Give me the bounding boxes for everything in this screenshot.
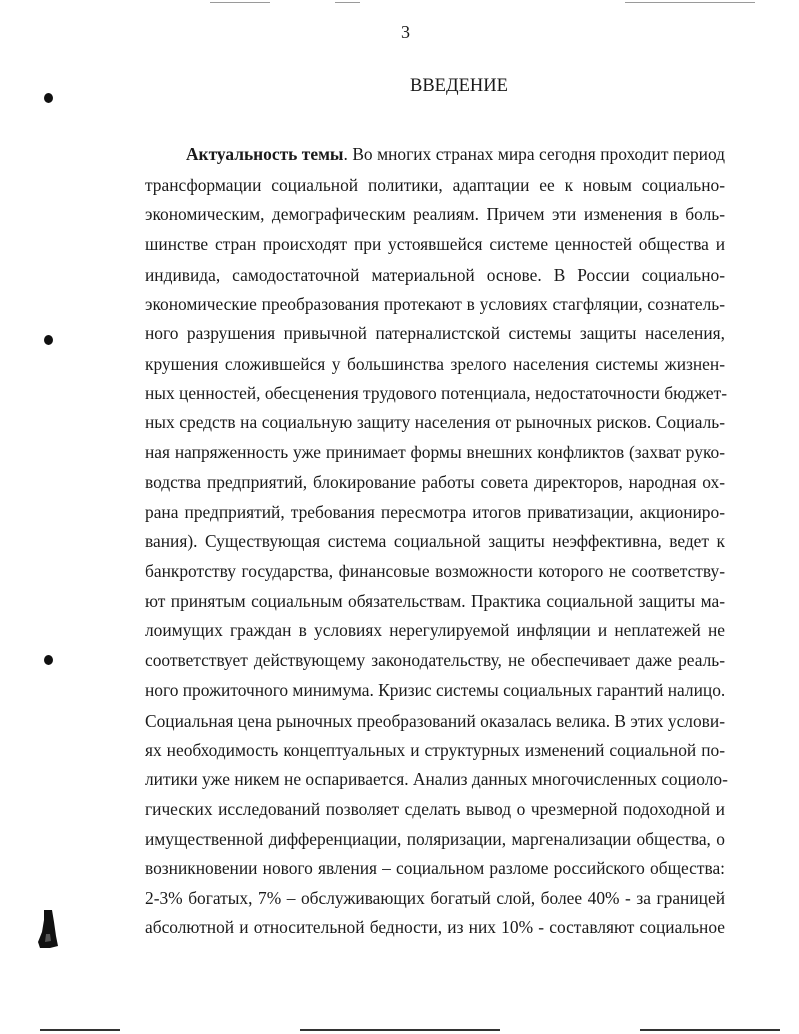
scan-artifact-top-3 [625,2,755,3]
scan-artifact-bottom-3 [640,1029,780,1031]
page-number: 3 [401,22,410,42]
binder-hole-mark-2 [44,335,53,345]
paragraph-line: экономическим, демографическим реалиям. Причем эти изменения в боль- [145,204,725,224]
scan-artifact-top-2 [335,2,360,3]
scan-artifact-bottom-2 [300,1029,500,1031]
paragraph-line: 2-3% богатых, 7% – обслуживающих богатый слой, более 40% - за границей [145,888,725,908]
paragraph-line: имущественной дифференциации, поляризации, маргенализации общества, о [145,829,725,849]
paragraph-line: соответствует действующему законодательству, не обеспечивает даже реаль- [145,650,725,670]
paragraph-line: ях необходимость концептуальных и структурных изменений социальной по- [145,740,725,760]
paragraph-line: трансформации социальной политики, адаптации ее к новым социально- [145,175,725,195]
binder-hole-mark-3 [44,655,53,665]
paragraph-line: ных ценностей, обесценения трудового потенциала, недостаточности бюджет- [145,383,728,403]
paragraph-line: банкротству государства, финансовые возможности которого не соответству- [145,561,725,581]
paragraph-line: вания). Существующая система социальной защиты неэффективна, ведет к [145,531,725,551]
paragraph-line: возникновении нового явления – социальном разломе российского общества: [145,858,725,878]
paragraph-line: ных средств на социальную защиту населения от рыночных рисков. Социаль- [145,412,725,432]
lead-bold-phrase: Актуальность темы [186,144,344,164]
paragraph-line: Актуальность темы. Во многих странах мира сегодня проходит период [186,144,725,164]
paragraph-line: водства предприятий, блокирование работы совета директоров, народная ох- [145,472,725,492]
paragraph-line: гических исследований позволяет сделать вывод о чрезмерной подоходной и [145,799,725,819]
paragraph-line: рана предприятий, требования пересмотра итогов приватизации, акциониро- [145,502,725,522]
paragraph-line: шинстве стран происходят при устоявшейся системе ценностей общества и [145,234,725,254]
paragraph-line: крушения сложившейся у большинства зрелого населения системы жизнен- [145,354,725,374]
paragraph-line: лоимущих граждан в условиях нерегулируемой инфляции и неплатежей не [145,620,725,640]
paragraph-line: Социальная цена рыночных преобразований оказалась велика. В этих услови- [145,711,725,731]
paragraph-line: ют принятым социальным обязательствам. Практика социальной защиты ма- [145,591,725,611]
scan-artifact-top-1 [210,2,270,3]
binder-hole-mark-1 [44,93,53,103]
margin-smudge-mark [36,908,60,950]
paragraph-line: ная напряженность уже принимает формы внешних конфликтов (захват руко- [145,442,725,462]
scan-artifact-bottom-1 [40,1029,120,1031]
paragraph-line: абсолютной и относительной бедности, из них 10% - составляют социальное [145,917,725,937]
page-heading: ВВЕДЕНИЕ [410,76,508,96]
paragraph-line: индивида, самодостаточной материальной основе. В России социально- [145,265,725,285]
paragraph-line: литики уже никем не оспаривается. Анализ данных многочисленных социоло- [145,769,728,789]
paragraph-line: экономические преобразования протекают в условиях стагфляции, сознатель- [145,294,725,314]
paragraph-line: ного прожиточного минимума. Кризис системы социальных гарантий налицо. [145,680,726,700]
paragraph-line: ного разрушения привычной патерналистской системы защиты населения, [145,323,725,343]
